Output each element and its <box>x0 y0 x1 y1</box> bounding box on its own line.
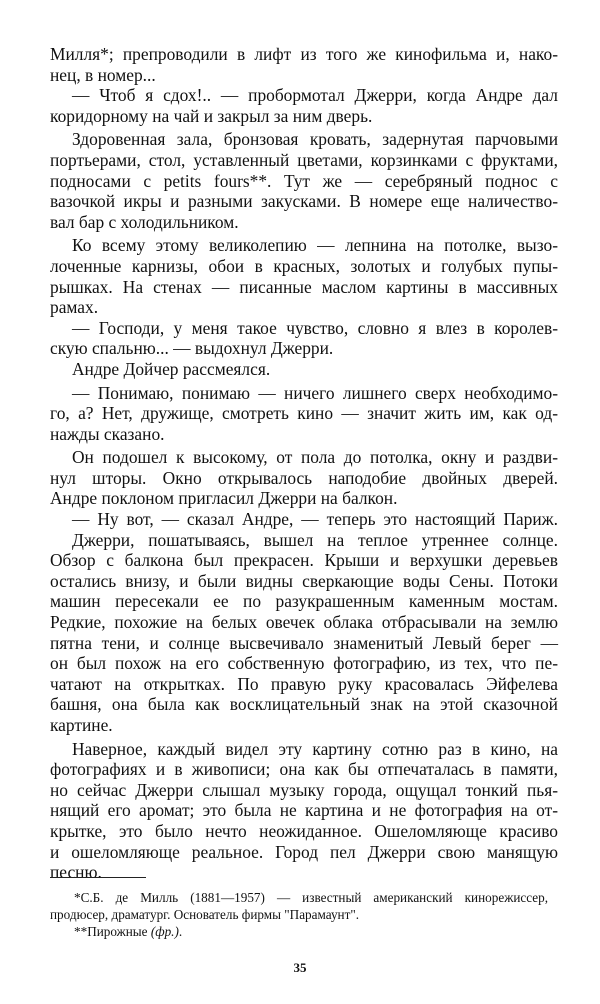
text-line: остались внизу, и были видны сверкающие воды Сены. Потоки <box>50 570 558 591</box>
text-line: — Чтоб я сдох!.. — пробормотал Джерри, когда Андре дал <box>72 85 558 106</box>
text-line: — Господи, у меня такое чувство, словно я влез в королев- <box>72 317 558 338</box>
text-line: Андре Дойчер рассмеялся. <box>72 358 271 379</box>
text-line: нец, в номер... <box>50 64 156 85</box>
text-line: башня, она была как восклицательный знак на этой сказочной <box>50 694 558 715</box>
text-line: го, а? Нет, дружище, смотреть кино — значит жить им, как од- <box>50 403 558 424</box>
text-line: чатают на открытках. По правую руку красовалась Эйфелева <box>50 673 558 694</box>
text-line: картине. <box>50 715 113 735</box>
text-line: коридорному на чай и закрыл за ним дверь. <box>50 105 373 126</box>
text-line: и ошеломляюще реальное. Город пел Джерри свою манящую <box>50 841 558 862</box>
text-line: скую спальню... — выдохнул Джерри. <box>50 338 334 359</box>
text-line: нящий его аромат; это была не картина и не фотография на от- <box>50 800 558 821</box>
text-line: Здоровенная зала, бронзовая кровать, задернутая парчовыми <box>72 129 558 150</box>
page-number: 35 <box>293 960 307 975</box>
text-line: лоченные карнизы, обои в красных, золотых и голубых пупы- <box>50 255 558 276</box>
text-line: подносами с petits fours**. Тут же — серебряный поднос с <box>50 170 558 191</box>
text-line: — Понимаю, понимаю — ничего лишнего сверх необходимо- <box>72 382 558 403</box>
text-line: крытке, это было нечто неожиданное. Ошеломляюще красиво <box>50 820 558 841</box>
text-line: Наверное, каждый видел эту картину сотню раз в кино, на <box>72 738 558 759</box>
text-line: но сейчас Джерри слышал музыку города, ощущал тонкий пья- <box>50 779 558 800</box>
text-line: нул шторы. Окно открывалось наподобие двойных дверей. <box>50 467 558 488</box>
text-line: Обзор с балкона был прекрасен. Крыши и верхушки деревьев <box>50 550 558 571</box>
text-line: Джерри, пошатываясь, вышел на теплое утреннее солнце. <box>72 529 558 550</box>
text-line: вазочкой икры и разными закусками. В номере еще наличество- <box>50 191 558 212</box>
text-line: машин пересекали ее по разукрашенным каменным мостам. <box>50 591 558 612</box>
text-line: Редкие, похожие на белых овечек облака отбрасывали на землю <box>50 612 558 633</box>
text-line: песню. <box>50 862 102 883</box>
footnote-1-line-2: продюсер, драматург. Основатель фирмы "Парамаунт". <box>50 907 360 922</box>
footnote-1-line-1: *С.Б. де Милль (1881—1957) — известный американский кинорежиссер, <box>74 890 548 905</box>
text-line: пятна тени, и солнце высвечивало знаменитый Левый берег — <box>50 632 558 653</box>
text-line: вал бар с холодильником. <box>50 211 239 232</box>
text-line: нажды сказано. <box>50 423 165 444</box>
text-line: Ко всему этому великолепию — лепнина на потолке, вызо- <box>72 235 558 256</box>
text-line: он был похож на его собственную фотографию, из тех, что пе- <box>50 653 558 674</box>
text-line: портьерами, стол, уставленный цветами, корзинками с фруктами, <box>50 149 558 170</box>
text-line: рамах. <box>50 297 99 318</box>
text-line: Он подошел к высокому, от пола до потолка, окну и раздви- <box>72 447 558 468</box>
footnote-divider <box>50 877 146 878</box>
text-line: рышках. На стенах — писанные маслом картины в массивных <box>50 276 558 297</box>
footnote-2: **Пирожные (фр.). <box>74 924 183 939</box>
text-line: — Ну вот, — сказал Андре, — теперь это настоящий Париж. <box>72 509 558 530</box>
page-body <box>50 44 558 883</box>
footnote-2-italic: (фр.) <box>150 924 179 939</box>
text-line: Милля*; препроводили в лифт из того же кинофильма и, нако- <box>50 44 558 64</box>
text-line: фотографиях и в живописи; она как бы отпечаталась в памяти, <box>50 759 558 780</box>
text-line: Андре поклоном пригласил Джерри на балкон. <box>50 488 398 509</box>
